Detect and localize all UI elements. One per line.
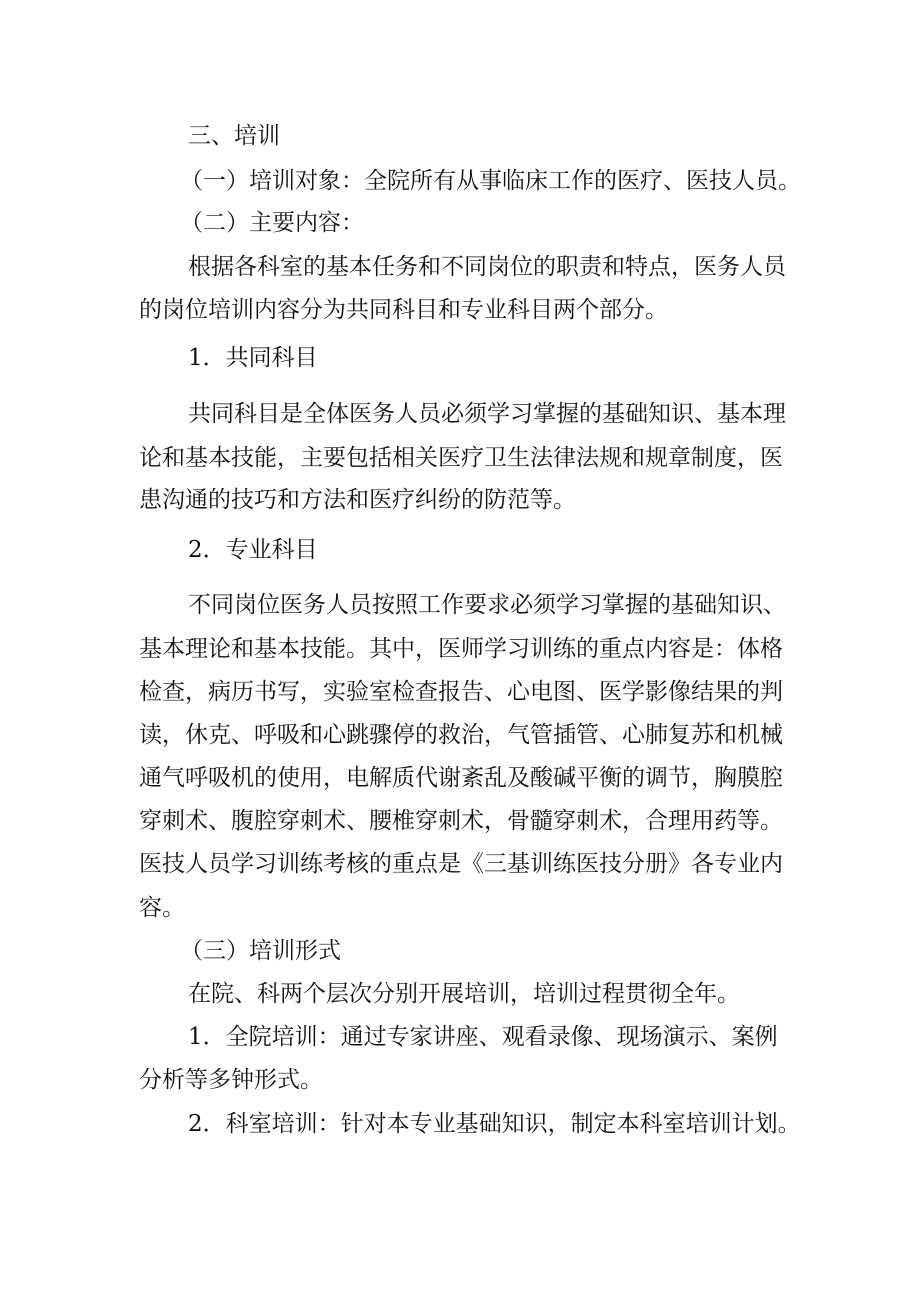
paragraph-line: 通气呼吸机的使用，电解质代谢紊乱及酸碱平衡的调节，胸膜腔	[139, 765, 783, 791]
paragraph-line: 在院、科两个层次分别开展培训，培训过程贯彻全年。	[188, 981, 740, 1007]
paragraph-line: 论和基本技能，主要包括相关医疗卫生法律法规和规章制度，医	[139, 445, 783, 471]
paragraph-line: 容。	[139, 895, 185, 921]
paragraph-line: 基本理论和基本技能。其中，医师学习训练的重点内容是：体格	[139, 636, 783, 662]
section-heading-training: 三、培训	[188, 123, 280, 149]
training-form-heading: （三）培训形式	[180, 938, 341, 964]
paragraph-line: 穿刺术、腹腔穿刺术、腰椎穿刺术，骨髓穿刺术，合理用药等。	[139, 808, 783, 834]
subheading-professional-subjects: 2．专业科目	[188, 537, 318, 563]
paragraph-line: 分析等多钟形式。	[139, 1067, 323, 1093]
paragraph-line: 读，休克、呼吸和心跳骤停的救治，气管插管、心肺复苏和机械	[139, 722, 783, 748]
paragraph-line: 1．全院培训：通过专家讲座、观看录像、现场演示、案例	[188, 1024, 778, 1050]
paragraph-line: 根据各科室的基本任务和不同岗位的职责和特点，医务人员	[188, 254, 786, 280]
paragraph-line: 患沟通的技巧和方法和医疗纠纷的防范等。	[139, 487, 576, 513]
paragraph-line: 2．科室培训：针对本专业基础知识，制定本科室培训计划。	[188, 1111, 801, 1137]
paragraph-line: 不同岗位医务人员按照工作要求必须学习掌握的基础知识、	[188, 592, 786, 618]
training-target-line: （一）培训对象：全院所有从事临床工作的医疗、医技人员。	[180, 168, 801, 194]
paragraph-line: 医技人员学习训练考核的重点是《三基训练医技分册》各专业内	[139, 851, 783, 877]
paragraph-line: 的岗位培训内容分为共同科目和专业科目两个部分。	[139, 297, 668, 323]
main-content-heading: （二）主要内容：	[180, 210, 364, 236]
paragraph-line: 检查，病历书写，实验室检查报告、心电图、医学影像结果的判	[139, 679, 783, 705]
subheading-common-subjects: 1．共同科目	[188, 345, 318, 371]
paragraph-line: 共同科目是全体医务人员必须学习掌握的基础知识、基本理	[188, 401, 786, 427]
